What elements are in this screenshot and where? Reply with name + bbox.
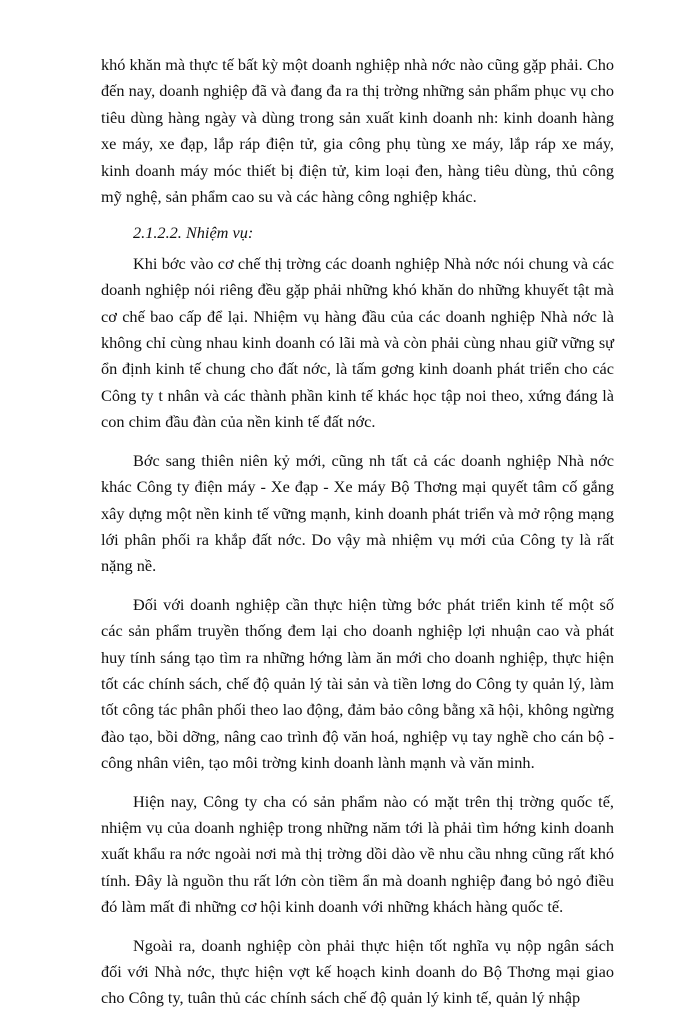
paragraph: Ngoài ra, doanh nghiệp còn phải thực hiện tốt nghĩa vụ nộp ngân sách đối với Nhà nớc, thực hiện vợt kế hoạch kinh doanh do Bộ Thơng mại giao cho Công ty, tuân thủ các chính sách chế độ quản lý kinh tế, quản lý nhập: [101, 935, 614, 1008]
paragraph: Khi bớc vào cơ chế thị trờng các doanh nghiệp Nhà nớc nói chung và các doanh nghiệp nói riêng đều gặp phải những khó khăn do những khuyết tật mà cơ chế bao cấp để lại. Nhiệm vụ hàng đầu của các doanh nghiệp Nhà nớc là không chỉ cùng nhau kinh doanh có lãi mà và còn phải cùng nhau giữ vững sự ổn định kinh tế chung cho đất nớc, là tấm gơng kinh doanh phát triển cho các Công ty t nhân và các thành phần kinh tế khác học tập noi theo, xứng đáng là con chim đầu đàn của nền kinh tế đất nớc.: [101, 253, 614, 432]
paragraph: Hiện nay, Công ty cha có sản phẩm nào có mặt trên thị trờng quốc tế, nhiệm vụ của doanh nghiệp trong những năm tới là phải tìm hớng kinh doanh xuất khẩu ra nớc ngoài nơi mà thị trờng dồi dào về nhu cầu nhng cũng rất khó tính. Đây là nguồn thu rất lớn còn tiềm ẩn mà doanh nghiệp đang bỏ ngỏ điều đó làm mất đi những cơ hội kinh doanh với những khách hàng quốc tế.: [101, 791, 614, 917]
paragraph: Đối với doanh nghiệp cần thực hiện từng bớc phát triển kinh tế một số các sản phẩm truyền thống đem lại cho doanh nghiệp lợi nhuận cao và phát huy tính sáng tạo tìm ra những hớng làm ăn mới cho doanh nghiệp, thực hiện tốt các chính sách, chế độ quản lý tài sản và tiền lơng do Công ty quản lý, làm tốt công tác phân phối theo lao động, đảm bảo công bằng xã hội, không ngừng đào tạo, bồi dỡng, nâng cao trình độ văn hoá, nghiệp vụ tay nghề cho cán bộ - công nhân viên, tạo môi trờng kinh doanh lành mạnh và văn minh.: [101, 594, 614, 773]
paragraph: Bớc sang thiên niên kỷ mới, cũng nh tất cả các doanh nghiệp Nhà nớc khác Công ty điện máy - Xe đạp - Xe máy Bộ Thơng mại quyết tâm cố gắng xây dựng một nền kinh tế vững mạnh, kinh doanh phát triển và mở rộng mạng lới phân phối ra khắp đất nớc. Do vậy mà nhiệm vụ mới của Công ty là rất nặng nề.: [101, 450, 614, 576]
section-heading-nhiem-vu: 2.1.2.2. Nhiệm vụ:: [133, 223, 254, 243]
paragraph-continuation: khó khăn mà thực tế bất kỳ một doanh nghiệp nhà nớc nào cũng gặp phải. Cho đến nay, doanh nghiệp đã và đang đa ra thị trờng những sản phẩm phục vụ cho tiêu dùng hàng ngày và dùng trong sản xuất kinh doanh nh: kinh doanh hàng xe máy, xe đạp, lắp ráp điện tử, gia công phụ tùng xe máy, lắp ráp xe máy, kinh doanh máy móc thiết bị điện tử, kim loại đen, hàng tiêu dùng, thủ công mỹ nghệ, sản phẩm cao su và các hàng công nghiệp khác.: [101, 55, 614, 207]
document-body: [101, 52, 614, 1012]
